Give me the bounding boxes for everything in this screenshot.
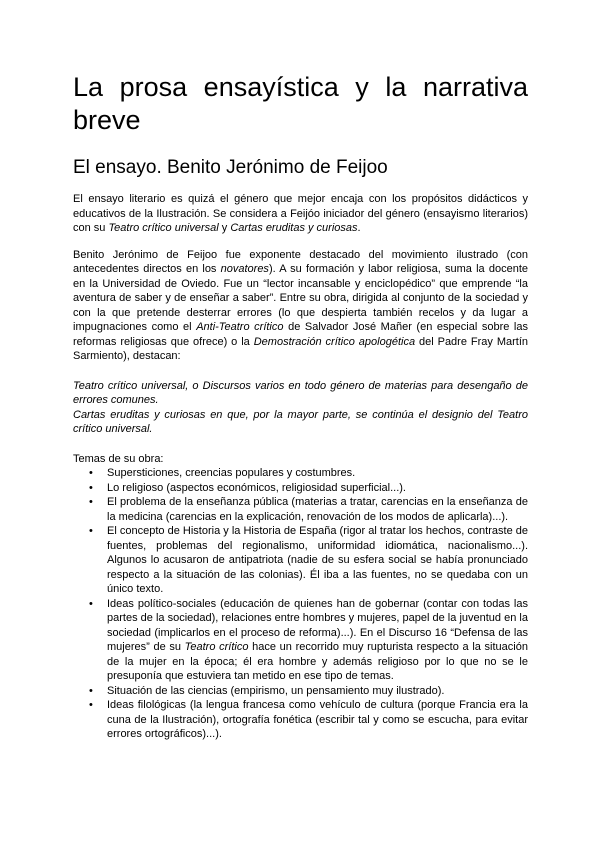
text-run: de Salvador José Mañer (en especial sobre las reformas religiosas que ofrece) o la — [73, 321, 528, 348]
list-item: • Supersticiones, creencias populares y costumbres. — [107, 466, 528, 481]
list-item — [107, 597, 528, 684]
page-title: La prosa ensayística y la narrativa breve — [73, 72, 528, 135]
list-item: • Ideas filológicas (la lengua francesa como vehículo de cultura (porque Francia era la cuna de la Ilustración), ortografía fonética (escribir tal y como se escucha, para evitar errores ortográficos)...). — [107, 698, 528, 742]
work-title: Cartas eruditas y curiosas — [230, 222, 358, 234]
section-title: El ensayo. Benito Jerónimo de Feijoo — [73, 157, 388, 178]
text-run: ). A su formación y labor religiosa, suma la docente en la Universidad de Oviedo. Fue un “lector incansable y enciclopédico” que emprende “la aventura de saber y de enseñar a saber”. Entre su obra, dirigida al conjunto de la sociedad y con la que pretende desterrar errores (lo que despierta también recelos y da lugar a impugnaciones como el — [73, 263, 528, 333]
work-full-title: Cartas eruditas y curiosas en que, por la mayor parte, se continúa el designio del Teatro crítico universal. — [73, 408, 528, 435]
intro-paragraph — [73, 192, 528, 236]
text-run: . — [357, 222, 361, 234]
term-novatores: novatores — [220, 263, 269, 275]
work-title: Teatro crítico — [184, 641, 249, 653]
text-run: El ensayo literario es quizá el género que mejor encaja con los propósitos didácticos y educativos de la Ilustración. Se considera a Feijóo iniciador del género (ensayismo literarios) con su — [73, 193, 528, 234]
text-run: hace un recorrido muy rupturista respecto a la situación de la mujer en la época; él era hombre y además religioso por lo que no se le presuponía que estuviera tan metido en ese tipo de temas. — [107, 641, 528, 682]
works-list — [73, 379, 528, 437]
list-item: • Lo religioso (aspectos económicos, religiosidad superficial...). — [107, 481, 528, 496]
biography-paragraph — [73, 248, 528, 364]
list-item: • El concepto de Historia y la Historia de España (rigor al tratar los hechos, contraste de fuentes, problemas del regionalismo, uniformidad idiomática, nacionalismo...). Algunos lo acusaron de antipatriota (nadie de su esfera social se había pronunciado respecto a la situación de las colonias). Él iba a las fuentes, no se quedaba con un único texto. — [107, 524, 528, 597]
text-run: Ideas político-sociales (educación de quienes han de gobernar (contar con todas las partes de la sociedad), relaciones entre hombres y mujeres, papel de la juventud en la sociedad (implicarlos en el proceso de reforma)...). En el Discurso 16 “Defensa de las mujeres” de su — [107, 597, 528, 653]
themes-list — [73, 466, 528, 742]
work-title: Demostración crítico apologética — [253, 335, 416, 348]
text-run: Benito Jerónimo de Feijoo fue exponente destacado del movimiento ilustrado (con antecedentes directos en los — [73, 248, 528, 275]
work-title: Anti-Teatro crítico — [196, 321, 284, 333]
work-full-title: Teatro crítico universal, o Discursos varios en todo género de materias para desengaño de errores comunes. — [73, 379, 528, 406]
text-run: y — [218, 222, 231, 234]
text-run: del Padre Fray Martín Sarmiento), destacan: — [73, 335, 528, 362]
work-title: Teatro crítico universal — [108, 222, 219, 234]
list-item: • El problema de la enseñanza pública (materias a tratar, carencias en la enseñanza de la medicina (carencias en la explicación, renovación de los modos de aplicarla)...). — [107, 495, 528, 524]
themes-heading: Temas de su obra: — [73, 452, 164, 465]
list-item: • Situación de las ciencias (empirismo, un pensamiento muy ilustrado). — [107, 684, 528, 699]
